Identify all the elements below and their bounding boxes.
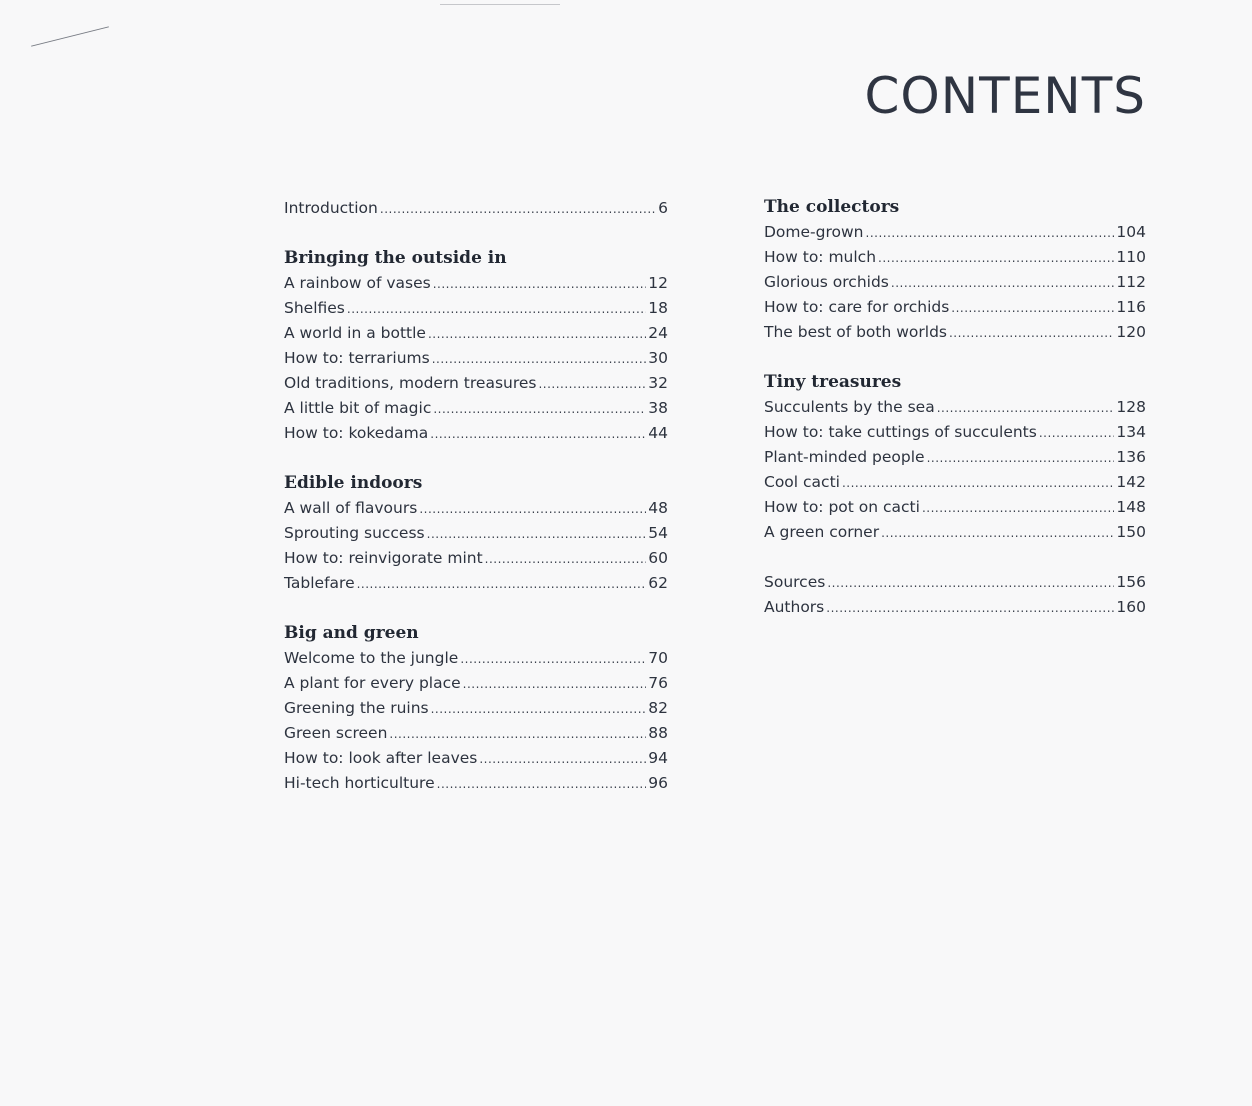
toc-entry-page: 76 [648, 674, 668, 692]
toc-entry-page: 134 [1116, 423, 1146, 441]
toc-entry-page: 112 [1116, 273, 1146, 291]
toc-entry[interactable] [284, 321, 668, 346]
toc-entry-label: Greening the ruins [284, 699, 429, 717]
section-heading: Tiny treasures [764, 372, 902, 392]
toc-entry-page: 116 [1116, 298, 1146, 316]
toc-entry[interactable] [764, 520, 1146, 545]
toc-entry-label: Old traditions, modern treasures [284, 374, 537, 392]
toc-entry-page: 110 [1116, 248, 1146, 266]
toc-entry-label: A rainbow of vases [284, 274, 431, 292]
toc-entry[interactable] [284, 771, 668, 796]
toc-entry[interactable] [764, 495, 1146, 520]
leader-dots [881, 521, 1114, 546]
leader-dots [842, 471, 1114, 496]
toc-entry-label: The best of both worlds [764, 323, 947, 341]
section-heading: The collectors [764, 197, 900, 217]
toc-entry[interactable] [764, 445, 1146, 470]
leader-dots [389, 722, 646, 747]
toc-entry-label: Succulents by the sea [764, 398, 935, 416]
toc-right-column [764, 195, 1146, 620]
toc-entry-page: 32 [648, 374, 668, 392]
toc-entry-page: 54 [648, 524, 668, 542]
toc-entry-label: Introduction [284, 199, 378, 217]
toc-entry-label: How to: reinvigorate mint [284, 549, 483, 567]
toc-entry[interactable] [284, 696, 668, 721]
toc-entry-label: A world in a bottle [284, 324, 426, 342]
leader-dots [427, 522, 647, 547]
toc-entry-label: How to: terrariums [284, 349, 430, 367]
toc-entry[interactable] [284, 546, 668, 571]
toc-entry-label: Plant-minded people [764, 448, 925, 466]
toc-entry-label: Glorious orchids [764, 273, 889, 291]
leader-dots [433, 397, 646, 422]
leader-dots [538, 372, 646, 397]
toc-entry-page: 142 [1116, 473, 1146, 491]
toc-entry-page: 148 [1116, 498, 1146, 516]
toc-entry[interactable] [284, 346, 668, 371]
toc-entry[interactable] [764, 295, 1146, 320]
toc-entry-page: 48 [648, 499, 668, 517]
leader-dots [432, 347, 647, 372]
toc-entry-page: 24 [648, 324, 668, 342]
toc-entry-page: 70 [648, 649, 668, 667]
toc-entry[interactable] [284, 421, 668, 446]
toc-entry-label: How to: kokedama [284, 424, 429, 442]
toc-entry-page: 30 [648, 349, 668, 367]
toc-entry-page: 18 [648, 299, 668, 317]
leader-dots [866, 221, 1115, 246]
toc-entry-page: 62 [648, 574, 668, 592]
toc-entry-page: 150 [1116, 523, 1146, 541]
toc-entry[interactable] [284, 496, 668, 521]
toc-entry[interactable] [284, 271, 668, 296]
toc-entry-label: How to: mulch [764, 248, 877, 266]
toc-entry-page: 94 [648, 749, 668, 767]
toc-entry-label: A little bit of magic [284, 399, 432, 417]
toc-entry-page: 38 [648, 399, 668, 417]
leader-dots [1039, 421, 1115, 446]
toc-entry-label: A plant for every place [284, 674, 461, 692]
leader-dots [878, 246, 1114, 271]
toc-entry[interactable] [764, 320, 1146, 345]
toc-entry-label: A green corner [764, 523, 880, 541]
leader-dots [922, 496, 1114, 521]
toc-entry[interactable] [764, 570, 1146, 595]
leader-dots [949, 321, 1114, 346]
toc-entry[interactable] [284, 371, 668, 396]
leader-dots [428, 322, 646, 347]
leader-dots [937, 396, 1115, 421]
toc-entry-label: How to: take cuttings of succulents [764, 423, 1037, 441]
toc-entry[interactable] [284, 521, 668, 546]
toc-entry-page: 6 [658, 199, 668, 217]
toc-entry[interactable] [764, 220, 1146, 245]
toc-entry-page: 120 [1116, 323, 1146, 341]
toc-entry-label: Cool cacti [764, 473, 840, 491]
toc-entry-label: How to: care for orchids [764, 298, 950, 316]
toc-entry-label: Sprouting success [284, 524, 425, 542]
leader-dots [827, 571, 1114, 596]
toc-entry[interactable] [284, 721, 668, 746]
toc-entry[interactable] [284, 196, 668, 221]
leader-dots [927, 446, 1115, 471]
leader-dots [485, 547, 647, 572]
section-heading: Big and green [284, 623, 419, 643]
leader-dots [891, 271, 1115, 296]
leader-dots [419, 497, 646, 522]
leader-dots [357, 572, 647, 597]
leader-dots [433, 272, 647, 297]
toc-entry[interactable] [284, 396, 668, 421]
toc-entry-label: Sources [764, 573, 826, 591]
leader-dots [951, 296, 1114, 321]
toc-entry-page: 44 [648, 424, 668, 442]
section-heading: Edible indoors [284, 473, 423, 493]
toc-entry-page: 12 [648, 274, 668, 292]
toc-entry-page: 156 [1116, 573, 1146, 591]
toc-entry-label: Hi-tech horticulture [284, 774, 435, 792]
toc-entry[interactable] [284, 746, 668, 771]
toc-entry-page: 88 [648, 724, 668, 742]
paper-scratch-mark [440, 4, 560, 5]
toc-entry-page: 82 [648, 699, 668, 717]
toc-entry[interactable] [764, 470, 1146, 495]
toc-entry[interactable] [284, 671, 668, 696]
toc-entry-label: Green screen [284, 724, 388, 742]
toc-entry-label: Dome-grown [764, 223, 864, 241]
leader-dots [347, 297, 646, 322]
toc-entry-page: 96 [648, 774, 668, 792]
toc-left-column [284, 196, 668, 796]
leader-dots [431, 697, 647, 722]
toc-entry[interactable] [284, 571, 668, 596]
leader-dots [380, 197, 656, 222]
toc-entry-label: How to: pot on cacti [764, 498, 920, 516]
leader-dots [430, 422, 646, 447]
toc-entry[interactable] [764, 420, 1146, 445]
toc-entry[interactable] [764, 395, 1146, 420]
toc-entry-label: Shelfies [284, 299, 345, 317]
toc-entry[interactable] [764, 595, 1146, 620]
toc-entry[interactable] [284, 296, 668, 321]
page-title: CONTENTS [864, 67, 1146, 125]
leader-dots [463, 672, 647, 697]
toc-entry[interactable] [764, 270, 1146, 295]
leader-dots [479, 747, 646, 772]
section-heading: Bringing the outside in [284, 248, 507, 268]
leader-dots [437, 772, 647, 797]
toc-entry-label: How to: look after leaves [284, 749, 478, 767]
toc-entry-page: 60 [648, 549, 668, 567]
toc-entry-label: Tablefare [284, 574, 355, 592]
toc-entry[interactable] [284, 646, 668, 671]
toc-entry-label: A wall of flavours [284, 499, 418, 517]
toc-entry-page: 128 [1116, 398, 1146, 416]
toc-entry-label: Authors [764, 598, 825, 616]
leader-dots [460, 647, 646, 672]
toc-entry-page: 104 [1116, 223, 1146, 241]
toc-entry-label: Welcome to the jungle [284, 649, 459, 667]
paper-scratch-mark [31, 26, 109, 46]
leader-dots [826, 596, 1114, 621]
toc-entry-page: 160 [1116, 598, 1146, 616]
toc-entry-page: 136 [1116, 448, 1146, 466]
toc-entry[interactable] [764, 245, 1146, 270]
